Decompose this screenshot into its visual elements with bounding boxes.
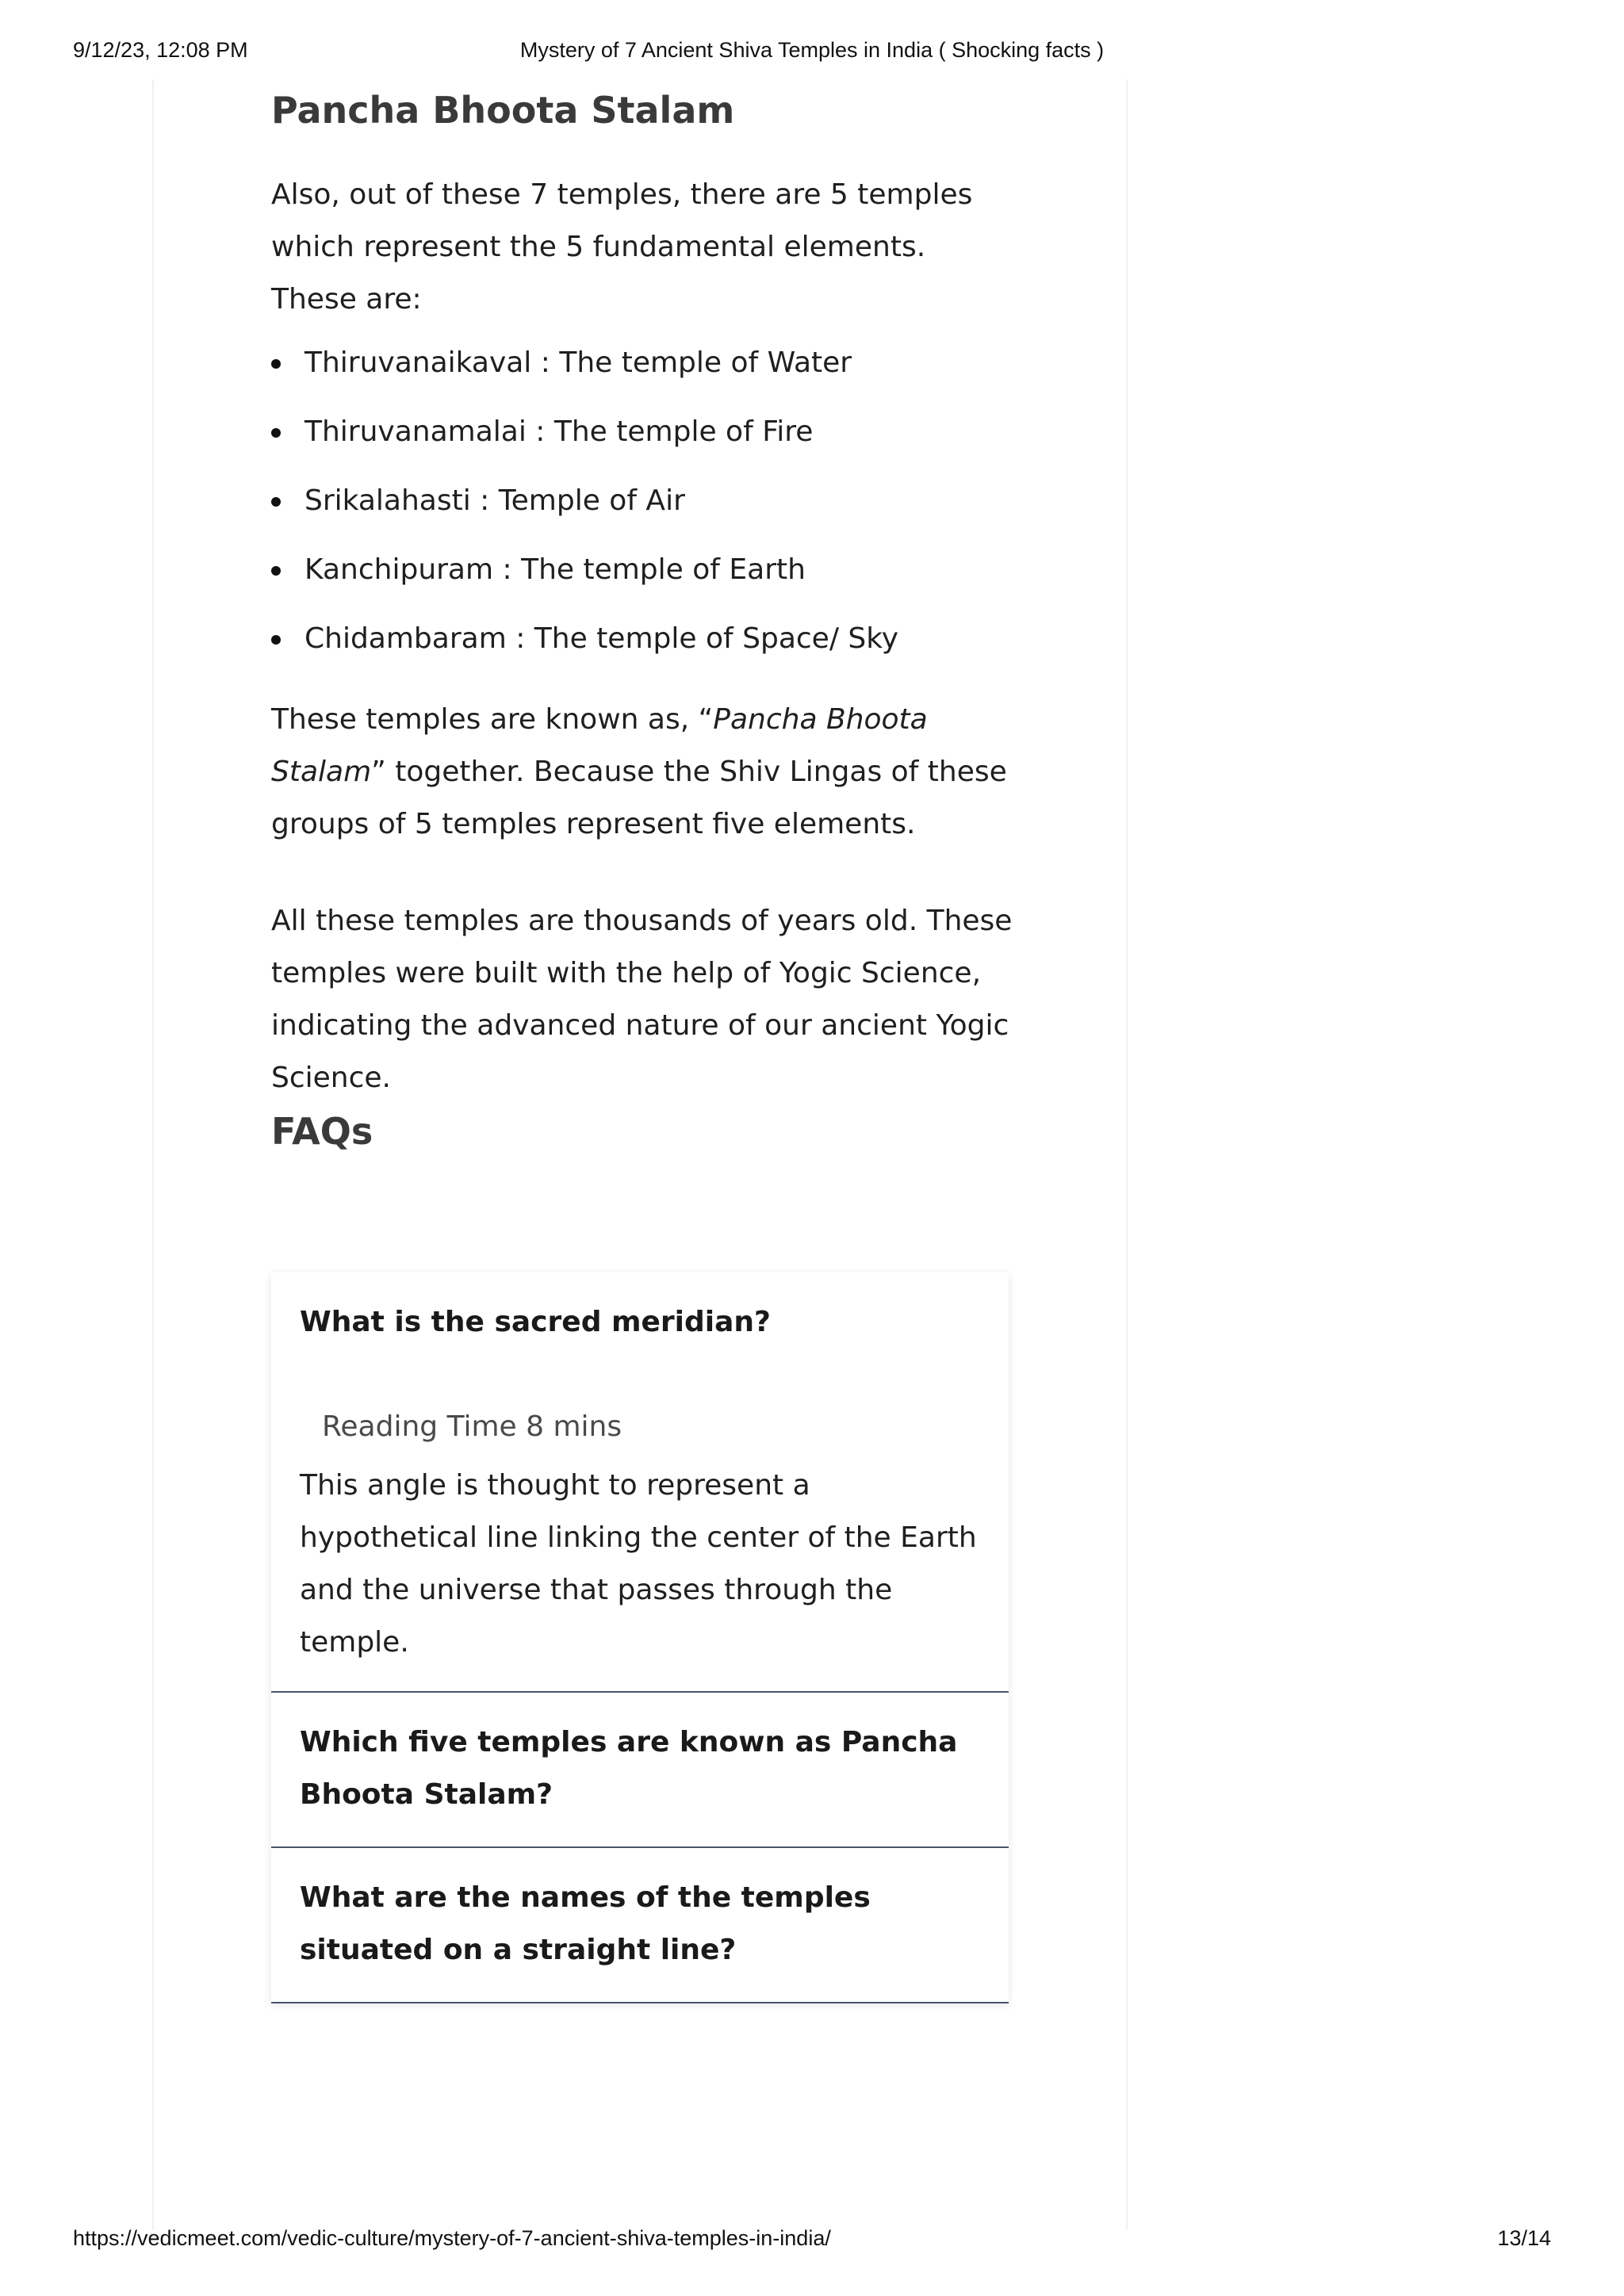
content-column — [152, 79, 1128, 2229]
faq-item[interactable] — [271, 1693, 1009, 1848]
faq-question[interactable]: What are the names of the temples situated on a straight line? — [300, 1881, 871, 1966]
list-item-label: Chidambaram : The temple of Space/ Sky — [304, 622, 899, 655]
list-item-label: Srikalahasti : Temple of Air — [304, 484, 685, 517]
list-item-label: Thiruvanamalai : The temple of Fire — [304, 415, 814, 448]
bullet-icon — [271, 566, 281, 576]
print-datetime: 9/12/23, 12:08 PM — [73, 38, 248, 62]
known-as-paragraph — [271, 694, 1017, 851]
elements-list — [271, 342, 1017, 687]
bullet-icon — [271, 635, 281, 645]
bullet-icon — [271, 359, 281, 369]
section-heading: Pancha Bhoota Stalam — [271, 89, 735, 132]
faq-question[interactable]: What is the sacred meridian? — [300, 1306, 771, 1338]
faq-answer: This angle is thought to represent a hypothetical line linking the center of the Earth and the universe that passes through the temple. — [300, 1469, 977, 1659]
page-url: https://vedicmeet.com/vedic-culture/mystery-of-7-ancient-shiva-temples-in-india/ — [73, 2226, 831, 2250]
list-item — [271, 411, 1017, 453]
bullet-icon — [271, 497, 281, 507]
known-as-prefix: These temples are known as, “ — [271, 703, 714, 736]
list-item — [271, 549, 1017, 591]
known-as-name: Pancha Bhoota Stalam — [271, 703, 928, 788]
faq-accordion — [271, 1272, 1009, 2003]
faq-question[interactable]: Which five temples are known as Pancha Bhoota Stalam? — [300, 1726, 958, 1811]
print-footer — [73, 2226, 1551, 2258]
print-page-title: Mystery of 7 Ancient Shiva Temples in India ( Shocking facts ) — [519, 38, 1105, 62]
list-item — [271, 618, 1017, 660]
intro-paragraph: Also, out of these 7 temples, there are 5 temples which represent the 5 fundamental elements. These are: — [271, 178, 973, 316]
list-item-label: Kanchipuram : The temple of Earth — [304, 553, 806, 586]
closing-paragraph: All these temples are thousands of years old. These temples were built with the help of Yogic Science, indicating the advanced nature of our ancient Yogic Science. — [271, 905, 1013, 1094]
faq-item[interactable] — [271, 1272, 1009, 1693]
reading-time: Reading Time 8 mins — [322, 1410, 622, 1443]
list-item — [271, 480, 1017, 522]
faq-item[interactable] — [271, 1848, 1009, 2003]
page-number: 13/14 — [1497, 2226, 1551, 2250]
bullet-icon — [271, 428, 281, 438]
list-item-label: Thiruvanaikaval : The temple of Water — [304, 346, 852, 379]
faq-heading: FAQs — [271, 1110, 373, 1153]
known-as-suffix: ” together. Because the Shiv Lingas of these groups of 5 temples represent five elements. — [271, 756, 1007, 840]
print-header — [73, 38, 1551, 70]
list-item — [271, 342, 1017, 385]
